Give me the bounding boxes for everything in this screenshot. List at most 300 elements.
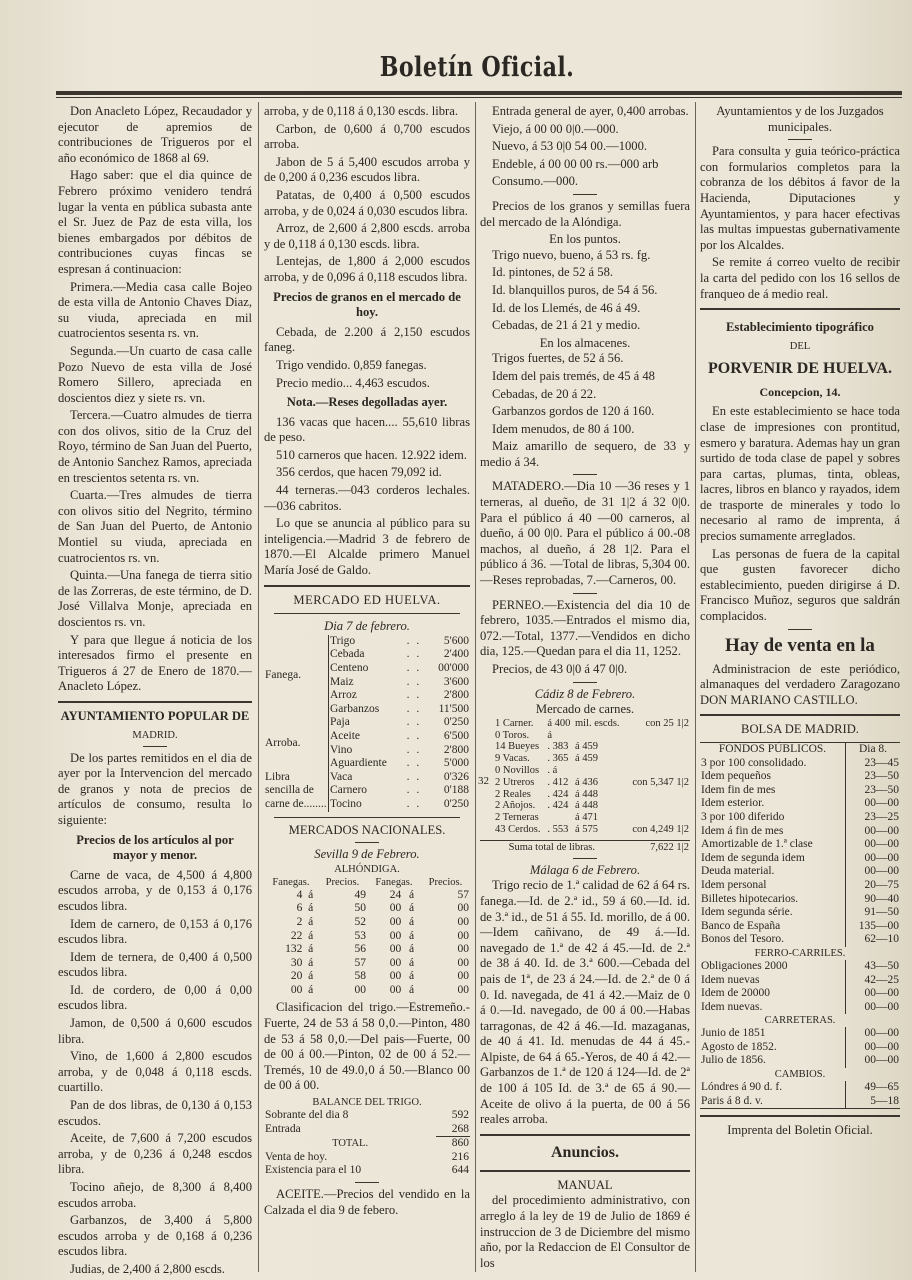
section-rule bbox=[58, 701, 252, 703]
imprenta-footer: Imprenta del Boletin Oficial. bbox=[727, 1123, 873, 1138]
ad-paragraph: Se remite á correo vuelto de recibir la carta del pedido con los 16 sellos de franqueo de á medio real. bbox=[700, 255, 900, 301]
fondos-name: Idem de 20000 bbox=[700, 987, 846, 1001]
sevilla-cell: á bbox=[409, 943, 415, 956]
fondos-name: Obligaciones 2000 bbox=[700, 960, 846, 974]
carnes-cell: á 400 bbox=[547, 717, 571, 729]
fondos-section-row bbox=[700, 947, 900, 960]
manual-heading: MANUAL bbox=[557, 1177, 613, 1192]
carnes-cell: á 459 bbox=[574, 741, 598, 753]
sevilla-row bbox=[264, 970, 470, 984]
sevilla-cell: 50 bbox=[354, 902, 366, 915]
sevilla-row bbox=[264, 916, 470, 930]
fondos-header: FONDOS PÚBLICOS. bbox=[700, 743, 846, 757]
short-rule bbox=[573, 474, 597, 475]
huelva-dots: . . bbox=[406, 675, 422, 688]
fondos-name: Paris á 8 d. v. bbox=[700, 1095, 846, 1109]
fondos-name: 3 por 100 consolidado. bbox=[700, 757, 846, 771]
fondos-value: 49—65 bbox=[864, 1081, 899, 1094]
short-rule bbox=[788, 139, 812, 140]
market-paragraph: Cebadas, de 21 á 21 y medio. bbox=[492, 318, 641, 333]
huelva-dots: . . bbox=[406, 702, 422, 715]
sevilla-cell: á bbox=[409, 956, 415, 969]
fondos-table bbox=[700, 742, 900, 1109]
huelva-item: Aguardiente bbox=[330, 757, 387, 770]
fondos-row bbox=[700, 1027, 900, 1041]
column-divider bbox=[258, 102, 259, 1272]
carnes-cell: con 25 1|2 bbox=[645, 717, 689, 729]
carnes-cell bbox=[625, 753, 690, 765]
ad-paragraph: Las personas de fuera de la capital que gusten favorecer dicho establecimiento, pueden dirigirse á D. Francisco Muñoz, seguros que saldrán complacidos. bbox=[700, 546, 900, 624]
column-4 bbox=[700, 104, 900, 1274]
sevilla-row bbox=[264, 943, 470, 957]
sevilla-cell: á bbox=[308, 970, 314, 983]
market-paragraph: Maiz amarillo de sequero, de 33 y medio á 34. bbox=[480, 439, 690, 469]
huelva-price: 0'250 bbox=[443, 797, 469, 810]
huelva-dots: . . bbox=[406, 634, 422, 647]
huelva-item: Aceite bbox=[330, 729, 361, 742]
fondos-row bbox=[700, 1095, 900, 1109]
notice-paragraph: Quinta.—Una fanega de tierra sitio de las Zorreras, de este término, de D. José Villalva Monje, apreciada en doscientos rs. vn. bbox=[58, 568, 252, 629]
market-paragraph: Viejo, á 00 00 0|0.—000. bbox=[492, 121, 619, 136]
price-paragraph: Jabon de 5 á 5,400 escudos arroba y de 0,200 á 0,236 escudos libra. bbox=[264, 154, 470, 185]
fondos-value: 90—40 bbox=[864, 892, 899, 905]
column-1 bbox=[58, 104, 252, 1274]
carnes-cell: 1 Carner. bbox=[495, 717, 534, 729]
fondos-section-title: CAMBIOS. bbox=[774, 1069, 826, 1081]
price-paragraph: 44 terneras.—043 corderos lechales.—036 cabritos. bbox=[264, 483, 470, 513]
carnes-cell: 9 Vacas. bbox=[495, 753, 530, 765]
balance-value: 216 bbox=[451, 1150, 469, 1163]
fondos-value: 20—75 bbox=[864, 878, 899, 891]
fondos-name: Agosto de 1852. bbox=[700, 1041, 846, 1055]
carnes-cell: 2 Utreros bbox=[495, 776, 535, 788]
huelva-group-label: Arroba. bbox=[264, 716, 329, 770]
fondos-row bbox=[700, 879, 900, 893]
carnes-cell: á 471 bbox=[574, 812, 598, 824]
carnes-row bbox=[494, 753, 690, 765]
balance-label: Entrada bbox=[265, 1122, 301, 1135]
carnes-cell: 0 Novillos bbox=[495, 764, 540, 776]
sevilla-cell: á bbox=[409, 929, 415, 942]
column-divider bbox=[475, 102, 476, 1272]
notice-paragraph: Primera.—Media casa calle Bojeo de esta villa de Antonio Chaves Diaz, su viuda, apreciada en mil cuatrocientos sesenta rs. vn. bbox=[58, 279, 252, 341]
fondos-name: Billetes hipotecarios. bbox=[700, 893, 846, 907]
sevilla-cell: á bbox=[308, 983, 314, 996]
carnes-row bbox=[494, 730, 690, 742]
sevilla-cell: 00 bbox=[389, 915, 402, 928]
fondos-value: 00—00 bbox=[864, 851, 899, 864]
suma-label: Suma total de libras. bbox=[480, 840, 624, 854]
header-rule-thin bbox=[56, 97, 902, 98]
sevilla-cell: 57 bbox=[457, 888, 469, 901]
sevilla-cell: 57 bbox=[354, 956, 366, 969]
huelva-item: Arroz bbox=[330, 689, 357, 702]
market-paragraph: Nuevo, á 53 0|0 54 00.—1000. bbox=[492, 139, 648, 154]
sevilla-cell: 56 bbox=[354, 943, 366, 956]
section-rule bbox=[274, 817, 460, 818]
short-rule bbox=[573, 858, 597, 859]
price-paragraph: 510 carneros que hacen. 12.922 idem. bbox=[276, 447, 467, 462]
market-paragraph: Entrada general de ayer, 0,400 arrobas. bbox=[492, 104, 689, 118]
concepcion-address: Concepcion, 14. bbox=[759, 384, 841, 399]
cadiz-date: Cádiz 8 de Febrero. bbox=[534, 686, 636, 701]
carnes-cell bbox=[625, 800, 690, 812]
fondos-name: Lóndres á 90 d. f. bbox=[700, 1081, 846, 1095]
column-header: Precios. bbox=[325, 876, 360, 888]
short-rule bbox=[355, 1182, 379, 1183]
market-paragraph: Id. blanquillos puros, de 54 á 56. bbox=[492, 282, 658, 297]
clasificacion-paragraph: Clasificacion del trigo.—Estremeño.-Fuerte, 24 de 53 á 58 0‚0.—Pinton, 480 de 53 á 58 0‚0.—Del pais—Fuerte, 00 de 00 á 00.—Pinton, 02 de 00 á 52.—Tremés, 10 de 49.0‚0 á 50.—Blanco 00 de 00 á 00. bbox=[264, 1000, 470, 1093]
carnes-cell: 0 Toros. bbox=[495, 729, 530, 741]
carnes-cell bbox=[625, 741, 690, 753]
short-rule bbox=[788, 629, 812, 630]
carnes-cell bbox=[546, 812, 574, 824]
fondos-value: 00—00 bbox=[864, 1000, 899, 1013]
fondos-name: Idem segunda série. bbox=[700, 906, 846, 920]
granos-heading: Precios de granos en el mercado de hoy. bbox=[273, 289, 461, 320]
fondos-value: 23—50 bbox=[864, 770, 899, 783]
huelva-price: 0'188 bbox=[443, 784, 469, 797]
price-paragraph: Vino, de 1,600 á 2,800 escudos arroba, y de 0,048 á 0,118 escds. cuartillo. bbox=[58, 1049, 252, 1095]
carnes-block bbox=[480, 718, 690, 836]
sevilla-cell: 58 bbox=[354, 970, 366, 983]
aceite-paragraph: ACEITE.—Precios del vendido en la Calzada el dia 9 de febero. bbox=[264, 1187, 470, 1217]
carnes-cell: á 448 bbox=[574, 800, 598, 812]
almacenes-heading: En los almacenes. bbox=[539, 335, 631, 350]
fondos-value: 135—00 bbox=[858, 919, 899, 932]
fondos-name: Idem nuevas bbox=[700, 974, 846, 988]
huelva-item: Carnero bbox=[330, 784, 368, 797]
huelva-price: 00'000 bbox=[438, 662, 469, 674]
balance-label: TOTAL. bbox=[332, 1138, 369, 1150]
del-label: DEL bbox=[789, 340, 811, 352]
header-rule-thick bbox=[56, 91, 902, 95]
short-rule bbox=[573, 593, 597, 594]
price-paragraph: Patatas, de 0,400 á 0,500 escudos arroba, y de 0,024 á 0,030 escudos libra. bbox=[264, 187, 470, 218]
carnes-table bbox=[494, 718, 690, 836]
establecimiento-heading: Establecimiento tipográfico bbox=[726, 320, 874, 335]
carnes-cell: con 4,249 1|2 bbox=[632, 823, 689, 835]
fondos-row bbox=[700, 906, 900, 920]
huelva-item: Vaca bbox=[330, 770, 353, 783]
carnes-cell: . 365 bbox=[547, 753, 569, 765]
column-header: Precios. bbox=[428, 876, 463, 888]
manual-paragraph: del procedimiento administrativo, con arreglo á la ley de 19 de Julio de 1869 é instruccion de 3 de Diciembre del mismo año, por la Redaccion de El Consultor de los bbox=[480, 1193, 690, 1270]
sevilla-cell: 24 bbox=[389, 888, 402, 901]
fondos-row bbox=[700, 838, 900, 852]
malaga-date: Málaga 6 de Febrero. bbox=[529, 862, 641, 877]
huelva-dots: . . bbox=[406, 770, 422, 783]
sevilla-cell: 00 bbox=[354, 983, 366, 996]
sevilla-cell: á bbox=[409, 983, 415, 996]
carnes-cell: . 424 bbox=[547, 800, 569, 812]
fondos-row bbox=[700, 893, 900, 907]
carnes-cell: á 436 bbox=[574, 776, 598, 788]
sevilla-cell: 00 bbox=[457, 970, 469, 983]
huelva-market-heading: MERCADO ED HUELVA. bbox=[293, 592, 441, 607]
market-paragraph: Cebadas, de 20 á 22. bbox=[492, 386, 597, 401]
fondos-row bbox=[700, 1041, 900, 1055]
market-paragraph: Id. de los Llemés, de 46 á 49. bbox=[492, 300, 641, 315]
fondos-value: 5—18 bbox=[870, 1094, 899, 1107]
sevilla-cell: 00 bbox=[389, 929, 402, 942]
huelva-row bbox=[264, 635, 470, 649]
suma-value: 7,622 1|2 bbox=[624, 840, 690, 854]
huelva-dots: . . bbox=[406, 797, 422, 810]
fondos-name: Bonos del Tesoro. bbox=[700, 933, 846, 947]
fondos-value: 62—10 bbox=[864, 933, 899, 946]
balance-label: Existencia para el 10 bbox=[265, 1164, 362, 1177]
carnes-row bbox=[494, 789, 690, 801]
balance-value: 860 bbox=[436, 1137, 470, 1151]
sevilla-cell: á bbox=[308, 929, 314, 942]
huelva-dots: . . bbox=[406, 662, 422, 674]
carnes-cell: 2 Terneras bbox=[495, 812, 539, 824]
sevilla-row bbox=[264, 902, 470, 916]
alhondiga-heading: ALHÓNDIGA. bbox=[334, 863, 400, 875]
carnes-cell: con 5,347 1|2 bbox=[632, 776, 689, 788]
notice-paragraph: Tercera.—Cuatro almudes de tierra con dos olivos, sitio de la Cruz del Royo, término de San Juan del Puerto, de Antonio Sanchez Ramos, apreciada en trescientos setenta rs. vn. bbox=[58, 408, 252, 485]
section-rule bbox=[700, 308, 900, 310]
huelva-item: Trigo bbox=[330, 634, 356, 647]
sevilla-cell: 4 bbox=[296, 888, 303, 901]
huelva-price: 2'800 bbox=[443, 743, 469, 756]
fondos-row bbox=[700, 852, 900, 866]
matadero-paragraph: MATADERO.—Dia 10 —36 reses y 1 terneras, al dueño, de 31 1|2 á 32 0|0. Para el público á 40 —00 carneros, al dueño, á 00 0|0. Para el público á 00.-08 machos, al dueño, á 28 1|2. Para el público á 36. —Total de libras, 5,304 00.—Reses reprobadas, 7.—Carneros, 00. bbox=[480, 479, 690, 588]
carnes-cell: . 412 bbox=[547, 776, 569, 788]
sevilla-cell: 00 bbox=[457, 983, 469, 996]
sevilla-cell: 6 bbox=[296, 902, 303, 915]
huelva-item: Tocino bbox=[330, 797, 362, 810]
huelva-group-label: Libra sencilla de carne de........ bbox=[265, 770, 327, 810]
huelva-item: Vino bbox=[330, 743, 353, 756]
fondos-value: 23—50 bbox=[864, 783, 899, 796]
price-paragraph: Precio medio... 4,463 escudos. bbox=[276, 375, 430, 390]
ad-paragraph: Administracion de este periódico, almanaques del verdadero Zaragozano DON MARIANO CASTILLO. bbox=[700, 661, 900, 707]
sevilla-row bbox=[264, 957, 470, 971]
sevilla-cell: á bbox=[308, 888, 314, 901]
huelva-price: 0'250 bbox=[443, 716, 469, 729]
huelva-price: 11'500 bbox=[438, 702, 469, 715]
fondos-name: Deuda material. bbox=[700, 865, 846, 879]
sevilla-cell: 00 bbox=[457, 915, 469, 928]
balance-label: Venta de hoy. bbox=[265, 1150, 328, 1163]
puntos-heading: En los puntos. bbox=[549, 232, 621, 247]
sevilla-cell: á bbox=[308, 956, 314, 969]
fondos-section-title: FERRO-CARRILES. bbox=[754, 947, 846, 959]
fondos-row bbox=[700, 974, 900, 988]
price-paragraph: Cebada, de 2.200 á 2,150 escudos faneg. bbox=[264, 324, 470, 355]
sevilla-cell: 00 bbox=[457, 956, 469, 969]
notice-paragraph: Hago saber: que el dia quince de Febrero próximo venidero tendrá lugar la venta en pública subasta ante el Sr. Juez de Paz de esta villa, los bienes embargados por débitos de contribuciones cuyas fincas se espresan á continuacion: bbox=[58, 168, 252, 276]
huelva-date: Dia 7 de febrero. bbox=[324, 619, 410, 634]
market-paragraph: Trigo nuevo, bueno, á 53 rs. fg. bbox=[492, 247, 651, 262]
huelva-price-table bbox=[264, 635, 470, 812]
price-paragraph: Carne de vaca, de 4,500 á 4,800 escudos arroba, y de 0,153 á 0,176 escudos libra. bbox=[58, 867, 252, 913]
column-3 bbox=[480, 104, 690, 1274]
short-rule bbox=[573, 682, 597, 683]
balance-value: 644 bbox=[451, 1164, 469, 1177]
ad-paragraph: Para consulta y guia teórico-práctica con formularios completos para la cobranza de los débitos á favor de la Hacienda, Diputaciones y Ayuntamientos, y para hacer efectivas las multas impuestas gubernativamente por los Alcaldes. bbox=[700, 144, 900, 252]
fondos-row bbox=[700, 987, 900, 1001]
fondos-name: Amortizable de 1.ª clase bbox=[700, 838, 846, 852]
fondos-section-row bbox=[700, 1014, 900, 1027]
carnes-cell: . 553 bbox=[547, 823, 569, 835]
sevilla-cell: 30 bbox=[290, 956, 303, 969]
market-paragraph: Consumo.—000. bbox=[492, 174, 579, 189]
price-paragraph: Aceite, de 7,600 á 7,200 escudos arroba, y de 0,236 á 0,248 escdos libra. bbox=[58, 1131, 252, 1177]
price-paragraph: 356 cerdos, que hacen 79,092 id. bbox=[276, 465, 442, 480]
fondos-row bbox=[700, 960, 900, 974]
price-paragraph: 136 vacas que hacen.... 55,610 libras de peso. bbox=[264, 414, 470, 445]
ad-paragraph: En este establecimiento se hace toda clase de impresiones con prontitud, esmero y baratura. Ademas hay un gran surtido de toda clase de papel y sobres para cartas, plumas, tinta, obleas, lacres, libros en blanco y rayados, idem de trasporte de minerales y todo lo necesario al ramo de imprenta, á precios sumamente arreglados. bbox=[700, 404, 900, 544]
fondos-row bbox=[700, 1081, 900, 1095]
carnes-cell: . 424 bbox=[547, 788, 569, 800]
sevilla-cell: 20 bbox=[290, 970, 303, 983]
masthead bbox=[56, 46, 898, 90]
carnes-cell: . 383 bbox=[547, 741, 569, 753]
market-paragraph: Idem menudos, de 80 á 100. bbox=[492, 421, 635, 436]
fondos-value: 23—25 bbox=[864, 810, 899, 823]
fondos-value: 00—00 bbox=[864, 1054, 899, 1067]
short-rule bbox=[573, 194, 597, 195]
huelva-item: Garbanzos bbox=[330, 702, 380, 715]
notice-paragraph: Y para que llegue á noticia de los interesados firmo el presente en Trigueros á 27 de Enero de 1870.—Anacleto López. bbox=[58, 632, 252, 694]
fondos-value: 00—00 bbox=[864, 838, 899, 851]
sevilla-cell: á bbox=[308, 943, 314, 956]
fondos-name: Idem fin de mes bbox=[700, 784, 846, 798]
notice-paragraph: De los partes remitidos en el dia de ayer por la Intervencion del mercado de granos y nota de precios de artículos de consumo, resulta lo siguiente: bbox=[58, 750, 252, 827]
huelva-dots: . . bbox=[406, 784, 422, 797]
sevilla-cell: á bbox=[308, 915, 314, 928]
sevilla-cell: 49 bbox=[354, 888, 366, 901]
carnes-row bbox=[494, 812, 690, 824]
recaudador-paragraph: Don Anacleto López, Recaudador y ejecutor de apremios de contribuciones de Trigueros por el año económico de 1868 al 69. bbox=[58, 104, 252, 165]
fondos-row bbox=[700, 770, 900, 784]
short-rule bbox=[355, 842, 379, 843]
sevilla-cell: 00 bbox=[457, 929, 469, 942]
carnes-cell: á 448 bbox=[574, 788, 598, 800]
carnes-row bbox=[494, 741, 690, 753]
sevilla-cell: 132 bbox=[285, 943, 303, 956]
price-paragraph: Jamon, de 0,500 á 0,600 escudos libra. bbox=[58, 1016, 252, 1046]
fondos-section-row bbox=[700, 1068, 900, 1081]
carnes-row bbox=[494, 718, 690, 730]
carnes-row bbox=[494, 777, 690, 789]
sevilla-cell: á bbox=[409, 970, 415, 983]
section-rule bbox=[700, 714, 900, 716]
sevilla-row bbox=[264, 930, 470, 944]
fondos-name: Junio de 1851 bbox=[700, 1027, 846, 1041]
market-paragraph: Precios de los granos y semillas fuera del mercado de la Alóndiga. bbox=[480, 198, 690, 229]
announcement-paragraph: Lo que se anuncia al público para su inteligencia.—Madrid 3 de febrero de 1870.—El Alcalde primero Manuel María José de Galdo. bbox=[264, 516, 470, 578]
fondos-name: 3 por 100 diferido bbox=[700, 811, 846, 825]
balance-table bbox=[264, 1109, 470, 1178]
sevilla-cell: á bbox=[409, 902, 415, 915]
sevilla-cell: 00 bbox=[457, 943, 469, 956]
fondos-value: 91—50 bbox=[864, 906, 899, 919]
sevilla-cell: 00 bbox=[389, 970, 402, 983]
market-paragraph: Trigos fuertes, de 52 á 56. bbox=[492, 351, 624, 366]
fondos-value: 00—00 bbox=[864, 1027, 899, 1040]
price-paragraph: Idem de ternera, de 0,400 á 0,500 escudos libra. bbox=[58, 949, 252, 980]
section-rule bbox=[480, 1134, 690, 1136]
fondos-row bbox=[700, 1001, 900, 1015]
huelva-price: 3'600 bbox=[443, 675, 469, 688]
bolsa-heading: BOLSA DE MADRID. bbox=[741, 722, 859, 737]
column-header: Fanegas. bbox=[375, 876, 413, 888]
fondos-value: 23—45 bbox=[864, 756, 899, 769]
price-paragraph: Judias, de 2,400 á 2,800 escds. bbox=[70, 1261, 225, 1276]
ayuntamiento-heading: AYUNTAMIENTO POPULAR DE bbox=[60, 708, 250, 723]
nacionales-heading: MERCADOS NACIONALES. bbox=[288, 822, 446, 837]
sevilla-cell: 00 bbox=[457, 902, 469, 915]
ayuntamiento-subheading: MADRID. bbox=[132, 729, 178, 741]
huelva-dots: . . bbox=[406, 743, 422, 756]
fondos-value: 42—25 bbox=[864, 973, 899, 986]
section-rule bbox=[274, 613, 460, 614]
column-divider bbox=[695, 102, 696, 1272]
huelva-price: 5'000 bbox=[443, 757, 469, 770]
huelva-price: 2'800 bbox=[443, 689, 469, 702]
section-rule bbox=[700, 1115, 900, 1117]
manual-continuation: Ayuntamientos y de los Juzgados municipales. bbox=[716, 104, 884, 134]
huelva-price: 0'326 bbox=[443, 770, 469, 783]
carnes-brace-number: 32 bbox=[478, 774, 489, 787]
huelva-dots: . . bbox=[406, 757, 422, 770]
carnes-cell: 14 Bueyes bbox=[495, 741, 540, 753]
market-paragraph: Idem del pais tremés, de 45 á 48 bbox=[492, 368, 655, 383]
fondos-value: 00—00 bbox=[864, 1040, 899, 1053]
huelva-price: 2'400 bbox=[443, 648, 469, 661]
sevilla-cell: 53 bbox=[354, 929, 366, 942]
balance-value: 592 bbox=[451, 1109, 469, 1122]
huelva-price: 5'600 bbox=[443, 634, 469, 647]
carnes-cell: . á bbox=[547, 764, 558, 776]
sevilla-cell: 00 bbox=[389, 956, 402, 969]
carnes-row bbox=[494, 824, 690, 836]
price-paragraph: Lentejas, de 1,800 á 2,000 escudos arroba, y de 0,096 á 0,118 escudos libra. bbox=[264, 254, 470, 284]
huelva-row bbox=[264, 716, 470, 730]
price-paragraph: Carbon, de 0,600 á 0,700 escudos arroba. bbox=[264, 121, 470, 152]
fondos-row bbox=[700, 825, 900, 839]
huelva-item: Cebada bbox=[330, 648, 365, 661]
sevilla-row bbox=[264, 889, 470, 903]
market-paragraph: Garbanzos gordos de 120 á 160. bbox=[492, 404, 655, 419]
sevilla-cell: á bbox=[409, 915, 415, 928]
fondos-row bbox=[700, 811, 900, 825]
malaga-paragraph: Trigo recio de 1.ª calidad de 62 á 64 rs. fanega.—Id. de 2.ª id., 59 á 60.—Id. id. de 3.ª id., de 51 á 55. Id. morillo, de á 00.—Idem cañivano, de 49 á.—Id. navegado de 1.ª de 42 á 45.—Id. de 2.ª de 38 á 40. Id. de 3.ª 600.—Cebada del pais de 1ª, de 23 á 24.—Id. de 2.ª de 0 á 0. Id. navegada, de 41 á 42.—Maiz de 0 á 0.—Id. navegado, de 00 á 00.—Habas tarragonas, de 42 á 46.—Id. mazaganas, de 40 á 41. Id. menudas de 44 á 45.-Alpiste, de 64 á 65.-Yeros, de 40 á 42.—Garbanzos de 1.ª de 120 á 124—Id. de 2ª de 100 á 105 Id. de 3.ª de 65 á 90.—Aceite de olivo á la puerta, de 00 á 56 reales arroba. bbox=[480, 878, 690, 1127]
carnes-cell bbox=[625, 789, 690, 801]
carnes-row bbox=[494, 765, 690, 777]
section-rule bbox=[264, 585, 470, 587]
sevilla-date: Sevilla 9 de Febrero. bbox=[314, 847, 420, 862]
balance-heading: BALANCE DEL TRIGO. bbox=[312, 1097, 422, 1109]
fondos-name: Idem nuevas. bbox=[700, 1001, 846, 1015]
carnes-cell: á bbox=[547, 729, 553, 741]
fondos-value: 00—00 bbox=[864, 824, 899, 837]
huelva-dots: . . bbox=[406, 648, 422, 661]
carnes-cell bbox=[574, 765, 625, 777]
sevilla-row bbox=[264, 984, 470, 998]
huelva-dots: . . bbox=[406, 716, 422, 729]
carnes-cell: 43 Cerdos. bbox=[495, 823, 541, 835]
balance-label: Sobrante del dia 8 bbox=[265, 1109, 349, 1122]
huelva-price: 6'500 bbox=[443, 729, 469, 742]
fondos-section-title: CARRETERAS. bbox=[764, 1015, 836, 1027]
porvenir-heading: PORVENIR DE HUELVA. bbox=[708, 359, 892, 377]
sevilla-cell: 52 bbox=[354, 915, 366, 928]
